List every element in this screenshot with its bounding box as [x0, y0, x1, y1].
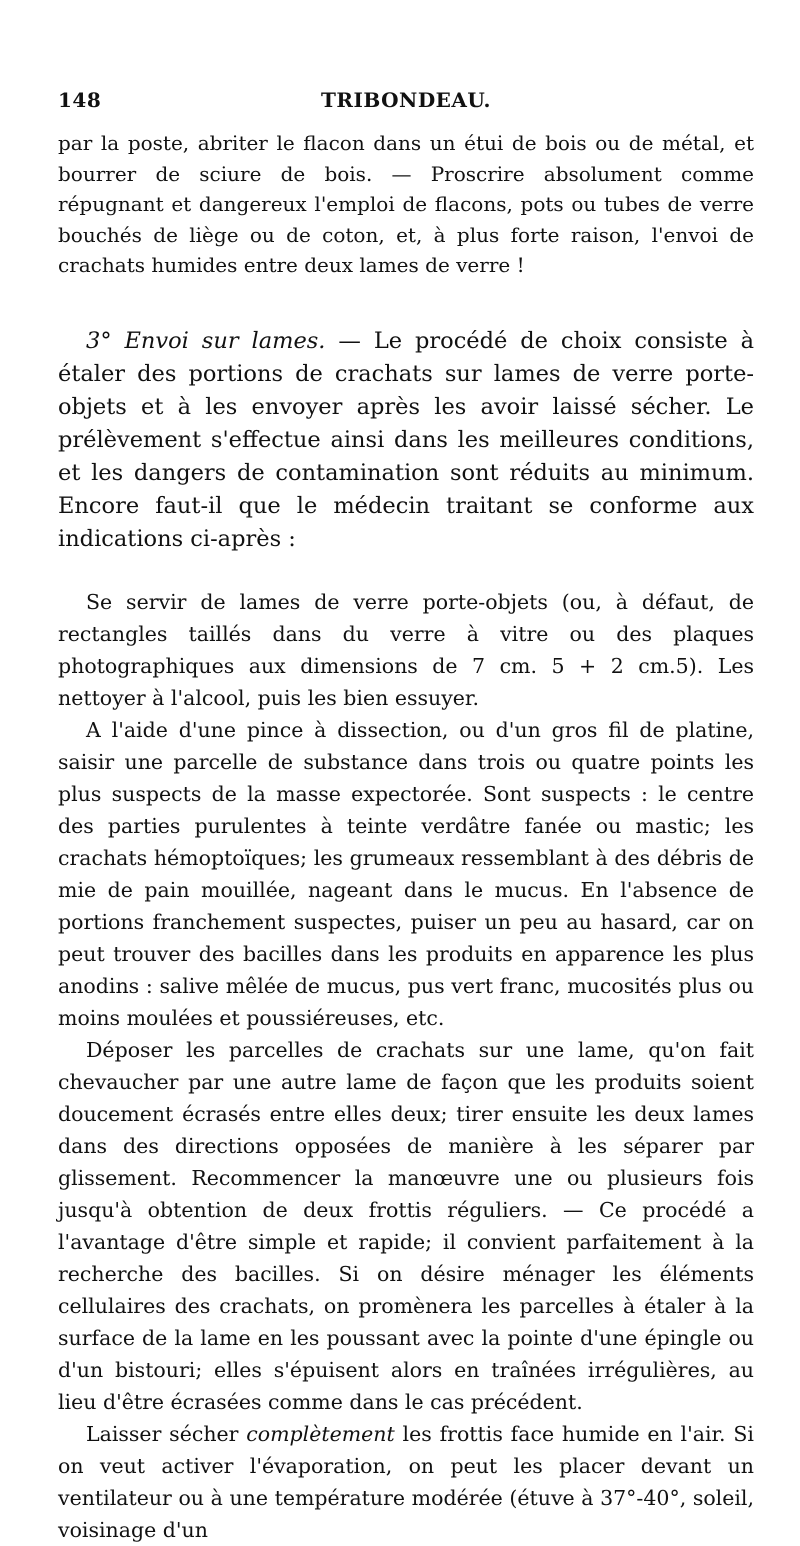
paragraph-continuation: par la poste, abriter le flacon dans un étui de bois ou de métal, et bourrer de sciure de bois. — Proscrire absolument comme répugnant et dangereux l'emploi de flacons, pots ou tubes de verre bouchés de liège ou de coton, et, à plus forte raison, l'envoi de crachats humides entre deux lames de verre ! — [58, 131, 754, 277]
book-page — [58, 88, 754, 1546]
paragraph-lames: Se servir de lames de verre porte-objets (ou, à défaut, de rectangles taillés dans du verre à vitre ou des plaques photographiques aux dimensions de 7 cm. 5 + 2 cm.5). Les nettoyer à l'alcool, puis les bien essuyer. — [58, 589, 754, 710]
paragraph-deposer: Déposer les parcelles de crachats sur une lame, qu'on fait chevaucher par une autre lame de façon que les produits soient doucement écrasés entre elles deux; tirer ensuite les deux lames dans des directions opposées de manière à les séparer par glissement. Recommencer la manœuvre une ou plusieurs fois jusqu'à obtention de deux frottis réguliers. — Ce procédé a l'avantage d'être simple et rapide; il convient parfaitement à la recherche des bacilles. Si on désire ménager les éléments cellulaires des crachats, on promènera les parcelles à étaler à la surface de la lame en les poussant avec la pointe d'une épingle ou d'un bistouri; elles s'épuisent alors en traînées irrégulières, au lieu d'être écrasées comme dans le cas précédent. — [58, 1037, 754, 1414]
emphasis-completement: complètement — [246, 1421, 395, 1446]
page-header — [58, 88, 754, 118]
paragraph-pince: A l'aide d'une pince à dissection, ou d'un gros fil de platine, saisir une parcelle de substance dans trois ou quatre points les plus suspects de la masse expectorée. Sont suspects : le centre des parties purulentes à teinte verdâtre fanée ou mastic; les crachats hémoptoïques; les grumeaux ressemblant à des débris de mie de pain mouillée, nageant dans le mucus. En l'absence de portions franchement suspectes, puiser un peu au hasard, car on peut trouver des bacilles dans les produits en apparence les plus anodins : salive mêlée de mucus, pus vert franc, mucosités plus ou moins moulées et poussiéreuses, etc. — [58, 717, 754, 1030]
running-head: TRIBONDEAU. — [320, 88, 491, 112]
page-number: 148 — [58, 88, 102, 112]
section-body: — Le procédé de choix consiste à étaler des portions de crachats sur lames de verre porte-objets et à les envoyer après les avoir laissé sécher. Le prélèvement s'effectue ainsi dans les meilleures conditions, et les dangers de contamination sont réduits au minimum. Encore faut-il que le médecin traitant se conforme aux indications ci-après : — [58, 327, 754, 552]
paragraph-laisser-secher — [58, 1418, 754, 1546]
paragraph-text-start: Laisser sécher — [86, 1421, 247, 1446]
paragraph-text-end: les frottis face humide en l'air. Si on veut activer l'évaporation, on peut les placer devant un ventilateur ou à une température modérée (étuve à 37°-40°, soleil, voisinage d'un — [58, 1421, 754, 1542]
section-paragraph-envoi-sur-lames — [58, 325, 754, 556]
section-title: 3° Envoi sur lames. — [86, 327, 326, 354]
